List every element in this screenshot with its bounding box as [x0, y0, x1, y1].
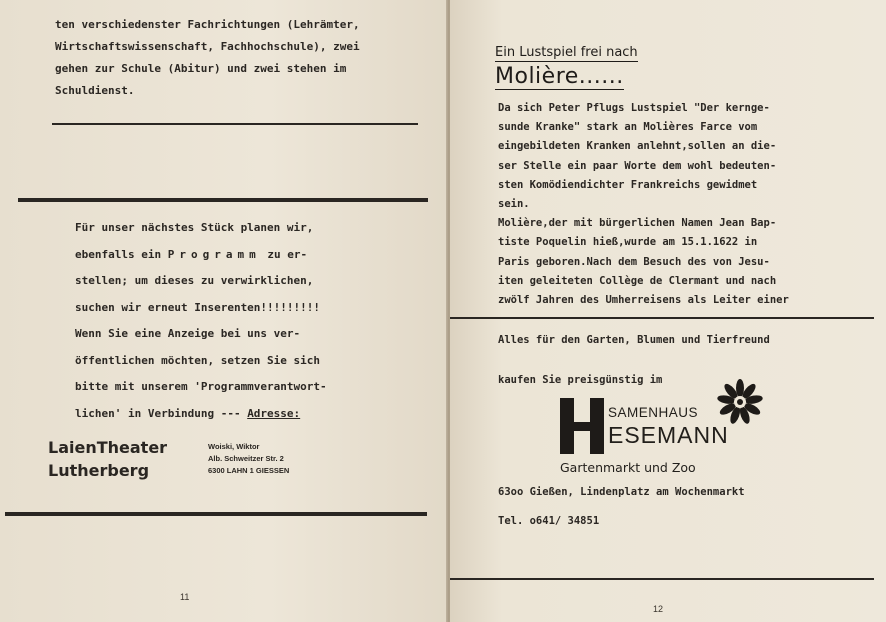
right-page — [450, 0, 886, 622]
intro-paragraph — [55, 14, 427, 102]
text-line: ser Stelle ein paar Worte dem wohl bedeuten- — [498, 159, 777, 172]
brand-subtitle: Gartenmarkt und Zoo — [560, 460, 696, 475]
divider-rule — [5, 512, 427, 516]
divider-rule — [450, 578, 874, 580]
ad-phone: Tel. o641/ 34851 — [498, 515, 600, 527]
brand-small-label: SAMENHAUS — [608, 405, 699, 420]
text-line: eingebildeten Kranken anlehnt,sollen an die- — [498, 140, 777, 153]
appeal-line — [75, 401, 405, 428]
programm-word: Programm — [167, 247, 261, 261]
appeal-line: stellen; um dieses zu verwirklichen, — [75, 274, 314, 287]
text-line: iten geleiteten Collège de Clermant und nach — [498, 274, 777, 287]
section-subheading: Ein Lustspiel frei nach — [495, 45, 638, 60]
ad-line: kaufen Sie preisgünstig im — [498, 374, 663, 386]
appeal-line: Wenn Sie eine Anzeige bei uns ver- — [75, 327, 301, 340]
page-number: 12 — [653, 604, 664, 614]
address-line: 6300 LAHN 1 GIESSEN — [208, 466, 290, 475]
logo-line: LaienTheater — [48, 438, 168, 457]
intro-line: ten verschiedenster Fachrichtungen (Lehrämter, — [55, 18, 360, 31]
address-line: Alb. Schweitzer Str. 2 — [208, 454, 284, 463]
intro-line: gehen zur Schule (Abitur) und zwei stehen im — [55, 62, 347, 75]
divider-rule — [52, 123, 418, 125]
flower-icon — [716, 378, 764, 426]
appeal-line: Für unser nächstes Stück planen wir, — [75, 221, 314, 234]
text-line: sunde Kranke" stark an Molières Farce vom — [498, 121, 758, 134]
section-heading: Molière...... — [495, 64, 624, 89]
address-label: Adresse: — [247, 406, 301, 420]
intro-line: Wirtschaftswissenschaft, Fachhochschule), zwei — [55, 40, 360, 53]
text-line: sten Komödiendichter Frankreichs gewidmet — [498, 178, 758, 191]
brand-name: ESEMANN — [608, 422, 729, 448]
text-line: zwölf Jahren des Umherreisens als Leiter einer — [498, 294, 789, 307]
appeal-line: suchen wir erneut Inserenten!!!!!!!!! — [75, 300, 321, 314]
text-line: tiste Poquelin hieß,wurde am 15.1.1622 in — [498, 236, 758, 249]
intro-line: Schuldienst. — [55, 84, 135, 97]
ad-address: 63oo Gießen, Lindenplatz am Wochenmarkt — [498, 486, 745, 498]
advertiser-appeal — [75, 215, 405, 427]
hesemann-h-logo-icon — [560, 398, 604, 454]
appeal-text: zu er- — [267, 247, 308, 261]
appeal-line: öffentlichen möchten, setzen Sie sich — [75, 353, 321, 367]
ad-line: Alles für den Garten, Blumen und Tierfreund — [498, 334, 770, 346]
text-line: Molière,der mit bürgerlichen Namen Jean Bap- — [498, 217, 777, 230]
appeal-line — [75, 242, 405, 269]
laientheater-logo — [48, 436, 167, 482]
appeal-text: lichen' in Verbindung --- — [75, 406, 248, 420]
moliere-paragraph — [498, 99, 868, 310]
logo-line: Lutherberg — [48, 461, 150, 480]
divider-rule — [18, 198, 428, 202]
text-line: Da sich Peter Pflugs Lustspiel "Der kernge- — [498, 102, 770, 114]
text-line: sein. — [498, 198, 530, 211]
text-line: Paris geboren.Nach dem Besuch des von Jesu- — [498, 255, 770, 268]
page-number: 11 — [180, 592, 190, 602]
appeal-line: bitte mit unserem 'Programmverantwort- — [75, 380, 327, 393]
appeal-text: ebenfalls ein — [75, 247, 162, 261]
divider-rule — [450, 317, 874, 319]
contact-address — [208, 441, 289, 477]
address-line: Woiski, Wiktor — [208, 442, 260, 451]
